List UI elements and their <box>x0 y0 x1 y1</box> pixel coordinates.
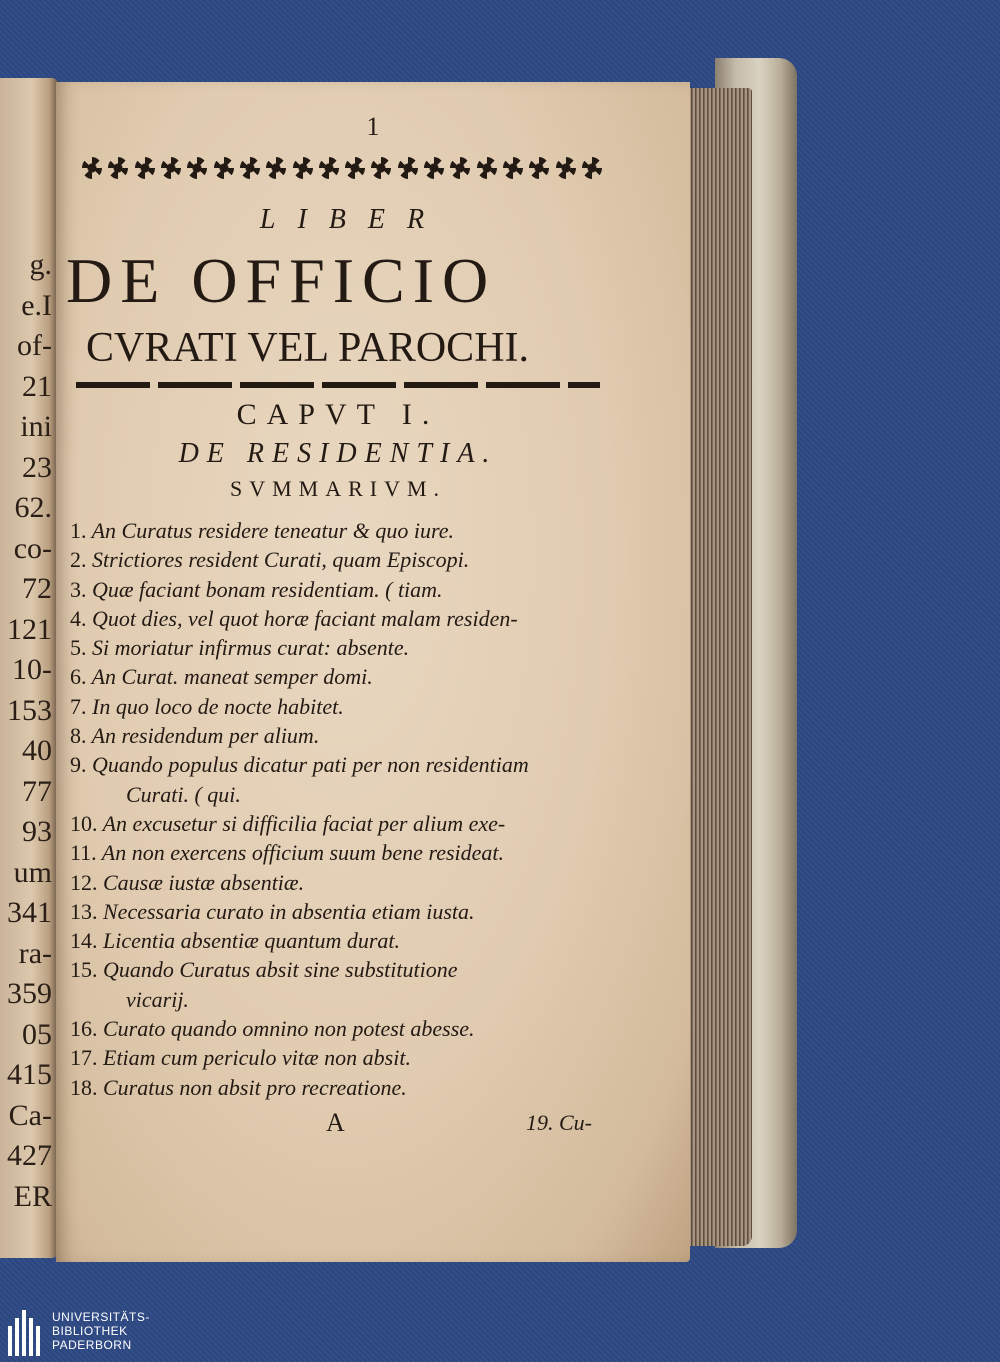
ornament-glyph <box>503 157 523 179</box>
summary-list <box>70 516 630 1102</box>
ornament-glyph <box>187 157 207 179</box>
title-liber: LIBER <box>259 204 447 235</box>
summary-item <box>70 662 630 691</box>
left-page-fragment: ER <box>13 1179 52 1213</box>
summary-item <box>70 897 630 926</box>
summary-item <box>70 604 630 633</box>
summary-item <box>70 750 630 779</box>
ornament-glyph <box>398 157 418 179</box>
summary-item-number: 6. <box>70 664 87 690</box>
previous-page-edge <box>0 78 58 1258</box>
left-page-fragment: 05 <box>22 1017 52 1051</box>
page-number: 1 <box>366 112 380 141</box>
ornament-glyph <box>477 157 497 179</box>
summary-item-number: 9. <box>70 752 87 778</box>
left-page-fragment: g. <box>29 248 52 281</box>
title-main: DE OFFICIO <box>66 245 497 316</box>
left-page-fragment: um <box>13 855 52 889</box>
summary-item-text: Curatus non absit pro recreatione. <box>103 1074 407 1100</box>
left-page-fragment: 23 <box>22 450 52 484</box>
summary-item-number: 7. <box>70 693 87 719</box>
left-page-fragment: ini <box>20 410 52 443</box>
summary-item <box>70 868 630 897</box>
title-subtitle: CVRATI VEL PAROCHI. <box>86 325 530 371</box>
left-page-fragment: 359 <box>7 977 52 1010</box>
summary-item-number: 14. <box>70 928 98 954</box>
summary-item <box>70 575 630 604</box>
summary-item-number: 17. <box>70 1045 98 1071</box>
catchword: 19. Cu- <box>526 1110 592 1135</box>
library-logo-icon <box>8 1310 44 1356</box>
left-page-fragment: ra- <box>18 936 52 970</box>
summary-item-text: Quot dies, vel quot horæ faciant malam residen- <box>92 605 518 631</box>
summary-item-number: 2. <box>70 547 87 573</box>
summary-item-number: 16. <box>70 1016 98 1042</box>
summary-item-text: Etiam cum periculo vitæ non absit. <box>103 1045 411 1071</box>
left-page-fragment: 72 <box>22 572 52 605</box>
left-page-fragment: 21 <box>22 369 52 403</box>
summary-item-text: Causæ iustæ absentiæ. <box>103 869 305 895</box>
summary-item-number: 10. <box>70 810 98 836</box>
summary-item <box>70 721 630 750</box>
summary-item <box>70 955 630 984</box>
summary-item <box>70 985 630 1014</box>
library-logo-text <box>52 1310 150 1352</box>
library-logo <box>8 1310 208 1358</box>
summary-item <box>70 809 630 838</box>
ornament-glyph <box>556 157 576 179</box>
left-page-fragment: 40 <box>22 734 52 767</box>
summary-item-text: Quæ faciant bonam residentiam. ( tiam. <box>92 576 443 602</box>
left-page-fragment: 121 <box>7 612 52 646</box>
left-page-fragment: 427 <box>7 1139 52 1172</box>
summary-item-text: Curati. ( qui. <box>126 781 241 807</box>
left-page-fragment: 153 <box>7 693 52 727</box>
ornament-glyph <box>214 157 234 179</box>
ornament-glyph <box>240 157 260 179</box>
summary-item <box>70 545 630 574</box>
left-page-fragment: 62. <box>14 491 52 524</box>
ornament-glyph <box>582 157 602 179</box>
summary-item-text: An Curatus residere teneatur & quo iure. <box>91 518 454 543</box>
section-title: DE RESIDENTIA. <box>178 438 498 469</box>
logo-line-3: PADERBORN <box>52 1338 132 1352</box>
summary-item-number: 13. <box>70 898 98 924</box>
summary-item <box>70 1073 630 1102</box>
summary-item <box>70 780 630 809</box>
summary-item-number: 15. <box>70 957 98 983</box>
left-page-fragment: 415 <box>7 1058 52 1091</box>
ornament-glyph <box>161 157 181 179</box>
summary-item-text: Licentia absentiæ quantum durat. <box>103 928 400 954</box>
ornament-band <box>82 148 602 188</box>
ornament-glyph <box>450 157 470 179</box>
left-page-fragment: 77 <box>22 774 52 808</box>
dashed-rule <box>76 382 600 388</box>
summary-item <box>70 516 630 545</box>
left-page-fragment: Ca- <box>8 1098 52 1132</box>
ornament-glyph <box>82 157 102 179</box>
ornament-glyph <box>529 157 549 179</box>
summary-item <box>70 1014 630 1043</box>
summary-item-text: An excusetur si difficilia faciat per alium exe- <box>102 810 506 836</box>
left-page-fragment: e.I <box>21 288 52 322</box>
summary-item-text: Strictiores resident Curati, quam Episcopi. <box>92 547 470 573</box>
summary-item-text: In quo loco de nocte habitet. <box>92 693 344 719</box>
summary-item-number: 12. <box>70 869 98 895</box>
summary-item-number: 18. <box>70 1074 98 1100</box>
left-page-fragment: 10- <box>12 653 52 686</box>
ornament-glyph <box>293 157 313 179</box>
summary-item-text: Curato quando omnino non potest abesse. <box>103 1016 475 1042</box>
chapter-heading: CAPVT I. <box>236 398 440 431</box>
left-page-fragment: of- <box>17 329 52 362</box>
ornament-glyph <box>108 157 128 179</box>
summary-item-text: vicarij. <box>126 986 189 1012</box>
summary-item-number: 1. <box>70 518 87 543</box>
summary-item-number: 4. <box>70 605 87 631</box>
left-page-fragment: co- <box>13 531 52 565</box>
summary-item <box>70 633 630 662</box>
left-page-fragment: 341 <box>7 896 52 929</box>
ornament-glyph <box>424 157 444 179</box>
summary-item-text: Necessaria curato in absentia etiam iusta. <box>103 898 475 924</box>
summary-item-number: 3. <box>70 576 87 602</box>
signature-mark: A <box>326 1108 345 1137</box>
summary-heading: SVMMARIVM. <box>229 476 447 501</box>
summary-item-text: An non exercens officium suum bene resideat. <box>101 840 505 866</box>
summary-item-number: 11. <box>70 840 97 866</box>
ornament-glyph <box>135 157 155 179</box>
logo-line-1: UNIVERSITÄTS- <box>52 1310 150 1324</box>
ornament-glyph <box>345 157 365 179</box>
book-page <box>56 82 690 1262</box>
left-page-fragment: 93 <box>22 815 52 848</box>
summary-item <box>70 926 630 955</box>
summary-item-text: Quando Curatus absit sine substitutione <box>103 957 458 983</box>
summary-item-text: Si moriatur infirmus curat: absente. <box>92 635 410 661</box>
summary-item-text: An Curat. maneat semper domi. <box>91 664 373 690</box>
page-edges <box>680 88 752 1246</box>
summary-item-number: 8. <box>70 723 87 749</box>
ornament-glyph <box>371 157 391 179</box>
summary-item <box>70 838 630 867</box>
summary-item <box>70 692 630 721</box>
summary-item-text: Quando populus dicatur pati per non residentiam <box>92 752 529 778</box>
summary-item-number: 5. <box>70 635 87 661</box>
summary-item <box>70 1043 630 1072</box>
logo-line-2: BIBLIOTHEK <box>52 1324 128 1338</box>
summary-item-text: An residendum per alium. <box>91 723 320 749</box>
ornament-glyph <box>319 157 339 179</box>
ornament-glyph <box>266 157 286 179</box>
